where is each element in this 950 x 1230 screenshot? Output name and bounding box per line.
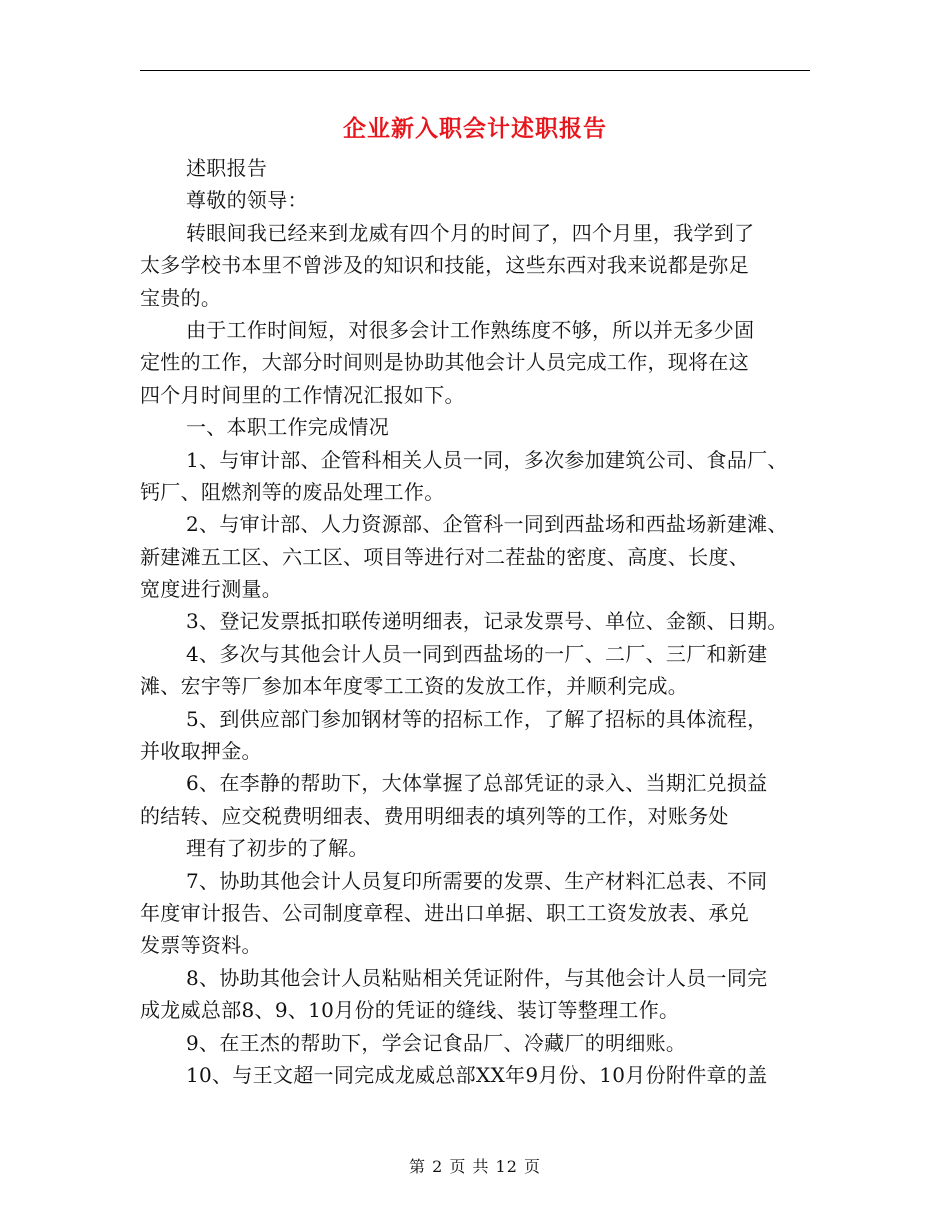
text-line: 5、到供应部门参加钢材等的招标工作，了解了招标的具体流程， <box>186 706 768 731</box>
page-number: 第 2 页 共 12 页 <box>409 1157 541 1176</box>
text-line: 转眼间我已经来到龙威有四个月的时间了，四个月里，我学到了 <box>186 220 755 245</box>
text-line: 述职报告 <box>186 156 268 180</box>
text-line: 成龙威总部8、9、10月份的凭证的缝线、装订等整理工作。 <box>140 998 680 1023</box>
section-heading: 一、本职工作完成情况 <box>186 415 389 440</box>
text-line: 6、在李静的帮助下，大体掌握了总部凭证的录入、当期汇兑损益 <box>186 771 768 796</box>
text-line: 年度审计报告、公司制度章程、进出口单据、职工工资发放表、承兑 <box>140 900 749 925</box>
text-line: 7、协助其他会计人员复印所需要的发票、生产材料汇总表、不同 <box>186 868 768 893</box>
text-line: 由于工作时间短，对很多会计工作熟练度不够，所以并无多少固 <box>186 317 755 342</box>
text-line: 9、在王杰的帮助下，学会记食品厂、冷藏厂的明细账。 <box>186 1030 687 1055</box>
document-body <box>140 152 820 1091</box>
text-line: 宝贵的。 <box>140 285 222 310</box>
text-line: 宽度进行测量。 <box>140 577 283 602</box>
text-line: 发票等资料。 <box>140 933 262 958</box>
text-line: 4、多次与其他会计人员一同到西盐场的一厂、二厂、三厂和新建 <box>186 641 768 666</box>
text-line: 3、登记发票抵扣联传递明细表，记录发票号、单位、金额、日期。 <box>186 609 788 634</box>
text-line: 尊敬的领导： <box>186 188 308 213</box>
text-line: 新建滩五工区、六工区、项目等进行对二茬盐的密度、高度、长度、 <box>140 544 749 569</box>
text-line: 定性的工作，大部分时间则是协助其他会计人员完成工作，现将在这 <box>140 350 749 375</box>
text-line: 2、与审计部、人力资源部、企管科一同到西盐场和西盐场新建滩、 <box>186 512 788 537</box>
text-line: 滩、宏宇等厂参加本年度零工工资的发放工作，并顺利完成。 <box>140 674 689 699</box>
text-line: 四个月时间里的工作情况汇报如下。 <box>140 382 465 407</box>
text-line: 太多学校书本里不曾涉及的知识和技能，这些东西对我来说都是弥足 <box>140 253 749 278</box>
text-line: 并收取押金。 <box>140 739 262 764</box>
text-line: 的结转、应交税费明细表、费用明细表的填列等的工作，对账务处 <box>140 803 729 828</box>
text-line: 理有了初步的了解。 <box>186 836 369 861</box>
header-rule <box>140 70 810 71</box>
text-line: 1、与审计部、企管科相关人员一同，多次参加建筑公司、食品厂、 <box>186 447 788 472</box>
text-line: 10、与王文超一同完成龙威总部XX年9月份、10月份附件章的盖 <box>186 1062 768 1087</box>
text-line: 钙厂、阻燃剂等的废品处理工作。 <box>140 479 445 504</box>
document-title: 企业新入职会计述职报告 <box>343 116 607 142</box>
text-line: 8、协助其他会计人员粘贴相关凭证附件，与其他会计人员一同完 <box>186 965 768 990</box>
